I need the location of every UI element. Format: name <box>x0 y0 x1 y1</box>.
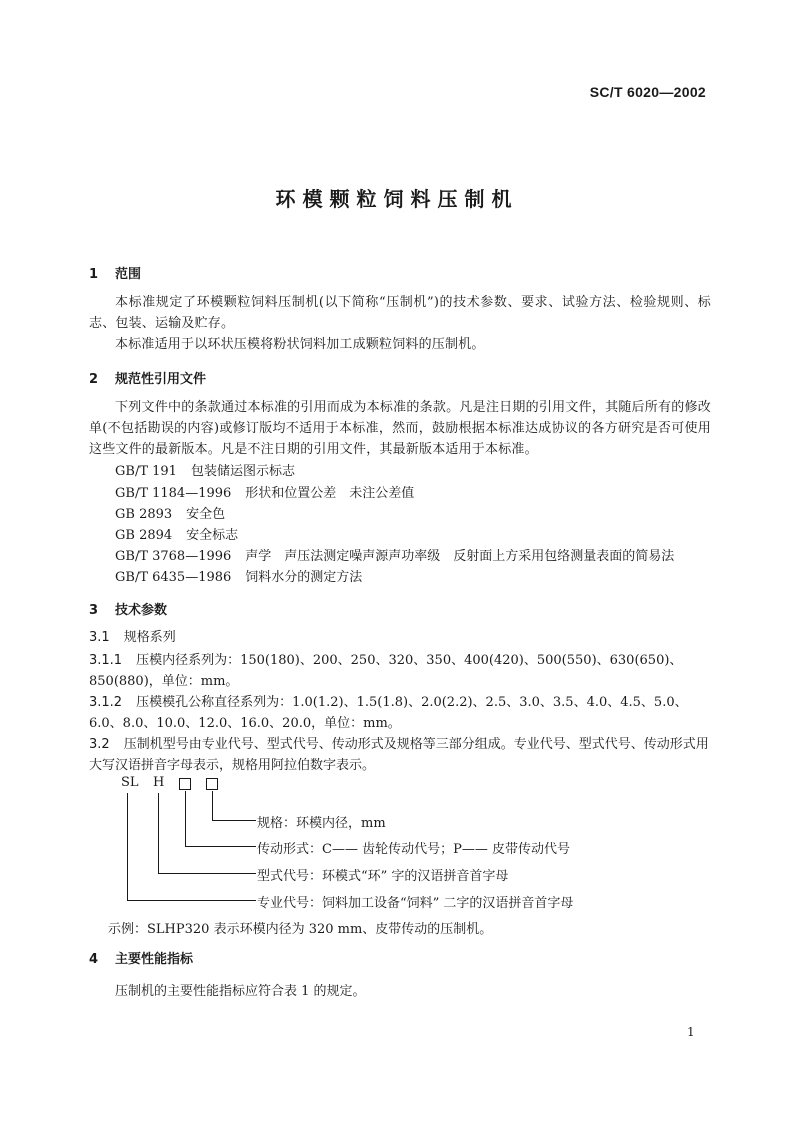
reference-item <box>115 566 362 585</box>
type-code: H <box>153 775 165 790</box>
section-title: 技术参数 <box>115 603 168 618</box>
reference-code: GB/T 6435—1986 <box>115 570 232 585</box>
section-title: 主要性能指标 <box>115 952 194 967</box>
clause-3-2 <box>89 734 711 776</box>
clause-text: 压模内径系列为：150(180)、200、250、320、350、400(420)、500(550)、630(650)、850(880)，单位：mm。 <box>89 653 683 689</box>
section-2-paragraph-1: 下列文件中的条款通过本标准的引用而成为本标准的条款。凡是注日期的引用文件，其随后所有的修改单(不包括勘误的内容)或修订版均不适用于本标准，然而，鼓励根据本标准达成协议的各方研究是否可使用这些文件的最新版本。凡是不注日期的引用文件，其最新版本适用于本标准。 <box>89 400 711 457</box>
model-designation-diagram <box>89 774 649 912</box>
leader-line <box>185 791 186 846</box>
section-number: 3 <box>89 603 99 618</box>
reference-code: GB/T 3768—1996 <box>115 549 232 564</box>
section-3-heading <box>89 599 167 618</box>
reference-code: GB 2894 <box>115 528 173 543</box>
reference-name: 形状和位置公差 未注公差值 <box>245 486 415 501</box>
reference-item <box>115 482 414 501</box>
drive-form-box <box>179 778 191 790</box>
reference-item <box>115 524 238 543</box>
leader-line <box>185 846 256 847</box>
spec-box <box>206 778 218 790</box>
leader-line <box>212 791 213 820</box>
example-text: 示例：SLHP320 表示环模内径为 320 mm、皮带传动的压制机。 <box>108 922 493 937</box>
reference-name: 声学 声压法测定噪声源声功率级 反射面上方采用包络测量表面的简易法 <box>245 549 675 564</box>
reference-item <box>115 460 295 479</box>
type-code-label: 型式代号：环模式“环” 字的汉语拼音首字母 <box>257 869 509 884</box>
standard-code: SC/T 6020—2002 <box>589 84 706 100</box>
reference-name: 安全标志 <box>186 528 239 543</box>
spec-label: 规格：环模内径，mm <box>257 816 386 831</box>
reference-code: GB/T 1184—1996 <box>115 486 232 501</box>
reference-code: GB/T 191 <box>115 464 177 479</box>
reference-name: 安全色 <box>186 507 226 522</box>
section-number: 4 <box>89 952 99 967</box>
section-1-paragraph-2: 本标准适用于以环状压模将粉状饲料加工成颗粒饲料的压制机。 <box>115 337 485 352</box>
page-number: 1 <box>687 1025 695 1039</box>
section-title: 规范性引用文件 <box>115 372 207 387</box>
reference-name: 饲料水分的测定方法 <box>245 570 363 585</box>
clause-number: 3.1 <box>89 630 110 645</box>
leader-line <box>127 900 256 901</box>
clause-text: 压制机型号由专业代号、型式代号、传动形式及规格等三部分组成。专业代号、型式代号、传动形式用大写汉语拼音字母表示，规格用阿拉伯数字表示。 <box>89 737 709 773</box>
document-title: 环模颗粒饲料压制机 <box>275 187 519 211</box>
clause-3-1-2 <box>89 692 711 734</box>
clause-text: 压模模孔公称直径系列为：1.0(1.2)、1.5(1.8)、2.0(2.2)、2.5、3.0、3.5、4.0、4.5、5.0、6.0、8.0、10.0、12.0、16.0、20.0，单位：mm。 <box>89 695 688 731</box>
section-number: 2 <box>89 372 99 387</box>
profession-code-label: 专业代号：饲料加工设备“饲料” 二字的汉语拼音首字母 <box>257 896 574 911</box>
leader-line <box>212 820 256 821</box>
drive-form-label: 传动形式：C—— 齿轮传动代号；P—— 皮带传动代号 <box>257 842 570 857</box>
clause-text: 规格系列 <box>123 630 176 645</box>
profession-code: SL <box>121 775 139 790</box>
reference-code: GB 2893 <box>115 507 173 522</box>
section-1-heading <box>89 263 141 282</box>
leader-line <box>158 793 159 873</box>
section-4-paragraph-1: 压制机的主要性能指标应符合表 1 的规定。 <box>115 984 366 999</box>
reference-item <box>115 545 674 564</box>
leader-line <box>127 793 128 900</box>
leader-line <box>158 873 256 874</box>
clause-3-1-1 <box>89 650 711 692</box>
clause-number: 3.1.2 <box>89 695 123 710</box>
reference-item <box>115 503 225 522</box>
clause-number: 3.1.1 <box>89 653 123 668</box>
section-number: 1 <box>89 267 99 282</box>
clause-3-1 <box>89 627 711 648</box>
section-2-heading <box>89 368 206 387</box>
section-1-paragraph-1: 本标准规定了环模颗粒饲料压制机(以下简称“压制机”)的技术参数、要求、试验方法、检验规则、标志、包装、运输及贮存。 <box>89 295 711 331</box>
reference-name: 包装储运图示标志 <box>190 464 295 479</box>
section-title: 范围 <box>115 267 142 282</box>
clause-number: 3.2 <box>89 737 110 752</box>
section-4-heading <box>89 948 193 967</box>
